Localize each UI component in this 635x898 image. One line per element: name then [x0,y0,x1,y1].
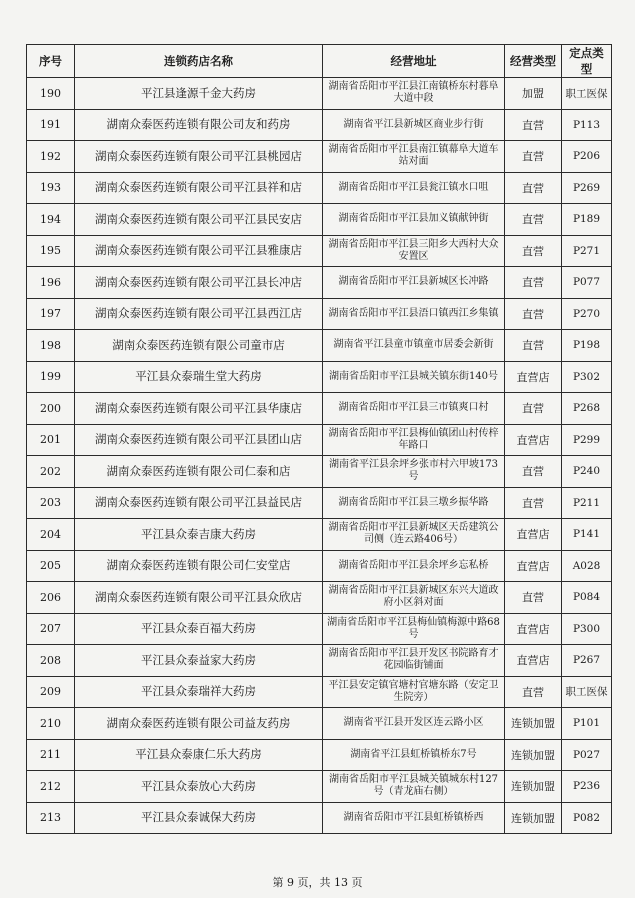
table-row [27,109,612,141]
pharmacy-name-cell: 湖南众泰医药连锁有限公司平江县民安店 [75,204,323,236]
address-cell: 湖南省岳阳市平江县新城区长冲路 [323,267,505,299]
address-cell: 湖南省岳阳市平江县瓮江镇水口咀 [323,172,505,204]
designated-type-cell: 职工医保 [562,78,612,110]
address-cell: 湖南省岳阳市平江县虹桥镇桥西 [323,802,505,834]
designated-type-cell: P267 [562,645,612,677]
table-header-row [27,45,612,78]
table-row [27,235,612,267]
table-row [27,424,612,456]
row-number-cell: 194 [27,204,75,236]
row-number-cell: 208 [27,645,75,677]
address-cell: 湖南省平江县新城区商业步行街 [323,109,505,141]
address-cell: 湖南省岳阳市平江县余坪乡忘私桥 [323,550,505,582]
row-number-cell: 212 [27,771,75,803]
designated-type-cell: P240 [562,456,612,488]
address-cell: 湖南省平江县虹桥镇桥东7号 [323,739,505,771]
address-cell: 湖南省平江县童市镇童市居委会新街 [323,330,505,362]
address-cell: 湖南省岳阳市平江县城关镇东街140号 [323,361,505,393]
business-type-cell: 连锁加盟 [505,708,562,740]
row-number-cell: 198 [27,330,75,362]
pharmacy-name-cell: 湖南众泰医药连锁有限公司平江县长冲店 [75,267,323,299]
pharmacy-name-cell: 平江县众泰康仁乐大药房 [75,739,323,771]
pharmacy-name-cell: 湖南众泰医药连锁有限公司平江县祥和店 [75,172,323,204]
address-cell: 湖南省岳阳市平江县加义镇献钟街 [323,204,505,236]
designated-type-cell: P189 [562,204,612,236]
designated-type-cell: P113 [562,109,612,141]
business-type-cell: 直营 [505,393,562,425]
business-type-cell: 连锁加盟 [505,739,562,771]
pharmacy-name-cell: 湖南众泰医药连锁有限公司平江县团山店 [75,424,323,456]
pharmacy-name-cell: 平江县众泰放心大药房 [75,771,323,803]
business-type-cell: 加盟 [505,78,562,110]
pharmacy-name-cell: 平江县众泰益家大药房 [75,645,323,677]
business-type-cell: 直营 [505,456,562,488]
table-row [27,456,612,488]
designated-type-cell: P302 [562,361,612,393]
row-number-cell: 211 [27,739,75,771]
pharmacy-name-cell: 湖南众泰医药连锁有限公司益友药房 [75,708,323,740]
table-row [27,78,612,110]
pharmacy-name-cell: 湖南众泰医药连锁有限公司平江县益民店 [75,487,323,519]
pharmacy-table [26,44,612,834]
row-number-cell: 210 [27,708,75,740]
row-number-cell: 203 [27,487,75,519]
table-row [27,645,612,677]
business-type-cell: 直营 [505,676,562,708]
pharmacy-name-cell: 湖南众泰医药连锁有限公司友和药房 [75,109,323,141]
table-row [27,267,612,299]
row-number-cell: 191 [27,109,75,141]
row-number-cell: 202 [27,456,75,488]
row-number-cell: 207 [27,613,75,645]
business-type-cell: 直营店 [505,519,562,551]
designated-type-cell: P300 [562,613,612,645]
row-number-cell: 190 [27,78,75,110]
pharmacy-name-cell: 平江县众泰百福大药房 [75,613,323,645]
pharmacy-name-cell: 平江县逢源千金大药房 [75,78,323,110]
row-number-cell: 192 [27,141,75,173]
table-row [27,487,612,519]
designated-type-cell: P141 [562,519,612,551]
address-cell: 湖南省岳阳市平江县新城区天岳建筑公司侧（连云路406号） [323,519,505,551]
row-number-cell: 193 [27,172,75,204]
pharmacy-name-cell: 平江县众泰瑞祥大药房 [75,676,323,708]
pharmacy-name-cell: 湖南众泰医药连锁有限公司平江县西江店 [75,298,323,330]
business-type-cell: 直营 [505,330,562,362]
pharmacy-name-cell: 湖南众泰医药连锁有限公司仁泰和店 [75,456,323,488]
business-type-cell: 直营 [505,109,562,141]
designated-type-cell: P270 [562,298,612,330]
table-row [27,708,612,740]
address-cell: 湖南省岳阳市平江县三墩乡振华路 [323,487,505,519]
address-cell: 湖南省平江县余坪乡张市村六甲坡173号 [323,456,505,488]
business-type-cell: 直营 [505,235,562,267]
table-row [27,204,612,236]
business-type-cell: 直营店 [505,550,562,582]
address-cell: 湖南省岳阳市平江县梅仙镇团山村传梓年路口 [323,424,505,456]
pharmacy-name-cell: 平江县众泰诚保大药房 [75,802,323,834]
table-row [27,361,612,393]
business-type-cell: 直营店 [505,424,562,456]
pharmacy-name-cell: 湖南众泰医药连锁有限公司平江县雅康店 [75,235,323,267]
table-row [27,172,612,204]
address-cell: 湖南省岳阳市平江县南江镇幕阜大道车站对面 [323,141,505,173]
address-cell: 湖南省岳阳市平江县三阳乡大西村大众安置区 [323,235,505,267]
table-row [27,393,612,425]
table-row [27,330,612,362]
table-row [27,582,612,614]
table-row [27,739,612,771]
table-body [27,78,612,834]
business-type-cell: 直营 [505,487,562,519]
address-cell: 湖南省平江县开发区连云路小区 [323,708,505,740]
business-type-cell: 直营 [505,582,562,614]
address-cell: 湖南省岳阳市平江县新城区东兴大道政府小区斜对面 [323,582,505,614]
designated-type-cell: P236 [562,771,612,803]
business-type-cell: 直营 [505,204,562,236]
business-type-cell: 直营 [505,141,562,173]
address-cell: 湖南省岳阳市平江县城关镇城东村127号（青龙庙右侧） [323,771,505,803]
header-designated-type: 定点类型 [562,45,612,78]
business-type-cell: 直营 [505,267,562,299]
row-number-cell: 195 [27,235,75,267]
pharmacy-name-cell: 湖南众泰医药连锁有限公司平江县华康店 [75,393,323,425]
address-cell: 平江县安定镇官塘村官塘东路（安定卫生院旁） [323,676,505,708]
table-row [27,298,612,330]
header-business-type: 经营类型 [505,45,562,78]
pharmacy-name-cell: 湖南众泰医药连锁有限公司仁安堂店 [75,550,323,582]
business-type-cell: 直营店 [505,613,562,645]
designated-type-cell: A028 [562,550,612,582]
address-cell: 湖南省岳阳市平江县浯口镇西江乡集镇 [323,298,505,330]
designated-type-cell: P082 [562,802,612,834]
business-type-cell: 连锁加盟 [505,771,562,803]
page-footer: 第 9 页，共 13 页 [272,876,363,889]
designated-type-cell: P077 [562,267,612,299]
row-number-cell: 204 [27,519,75,551]
designated-type-cell: P269 [562,172,612,204]
pharmacy-name-cell: 平江县众泰吉康大药房 [75,519,323,551]
row-number-cell: 201 [27,424,75,456]
address-cell: 湖南省岳阳市平江县三市镇爽口村 [323,393,505,425]
business-type-cell: 直营店 [505,361,562,393]
designated-type-cell: 职工医保 [562,676,612,708]
pharmacy-name-cell: 湖南众泰医药连锁有限公司平江县桃园店 [75,141,323,173]
table-row [27,676,612,708]
designated-type-cell: P027 [562,739,612,771]
row-number-cell: 196 [27,267,75,299]
header-address: 经营地址 [323,45,505,78]
pharmacy-name-cell: 湖南众泰医药连锁有限公司童市店 [75,330,323,362]
designated-type-cell: P101 [562,708,612,740]
business-type-cell: 直营 [505,298,562,330]
table-row [27,613,612,645]
designated-type-cell: P271 [562,235,612,267]
designated-type-cell: P211 [562,487,612,519]
pharmacy-name-cell: 平江县众泰瑞生堂大药房 [75,361,323,393]
row-number-cell: 197 [27,298,75,330]
address-cell: 湖南省岳阳市平江县开发区书院路育才花园临街铺面 [323,645,505,677]
table-row [27,141,612,173]
designated-type-cell: P299 [562,424,612,456]
row-number-cell: 206 [27,582,75,614]
table-row [27,550,612,582]
row-number-cell: 209 [27,676,75,708]
row-number-cell: 205 [27,550,75,582]
designated-type-cell: P084 [562,582,612,614]
header-no: 序号 [27,45,75,78]
row-number-cell: 200 [27,393,75,425]
designated-type-cell: P206 [562,141,612,173]
pharmacy-name-cell: 湖南众泰医药连锁有限公司平江县众欣店 [75,582,323,614]
header-name: 连锁药店名称 [75,45,323,78]
business-type-cell: 连锁加盟 [505,802,562,834]
row-number-cell: 213 [27,802,75,834]
designated-type-cell: P268 [562,393,612,425]
address-cell: 湖南省岳阳市平江县梅仙镇梅源中路68号 [323,613,505,645]
designated-type-cell: P198 [562,330,612,362]
address-cell: 湖南省岳阳市平江县江南镇桥东村暮阜大道中段 [323,78,505,110]
table-row [27,771,612,803]
business-type-cell: 直营 [505,172,562,204]
table-row [27,519,612,551]
table-row [27,802,612,834]
row-number-cell: 199 [27,361,75,393]
business-type-cell: 直营店 [505,645,562,677]
pharmacy-table-container [26,44,612,834]
